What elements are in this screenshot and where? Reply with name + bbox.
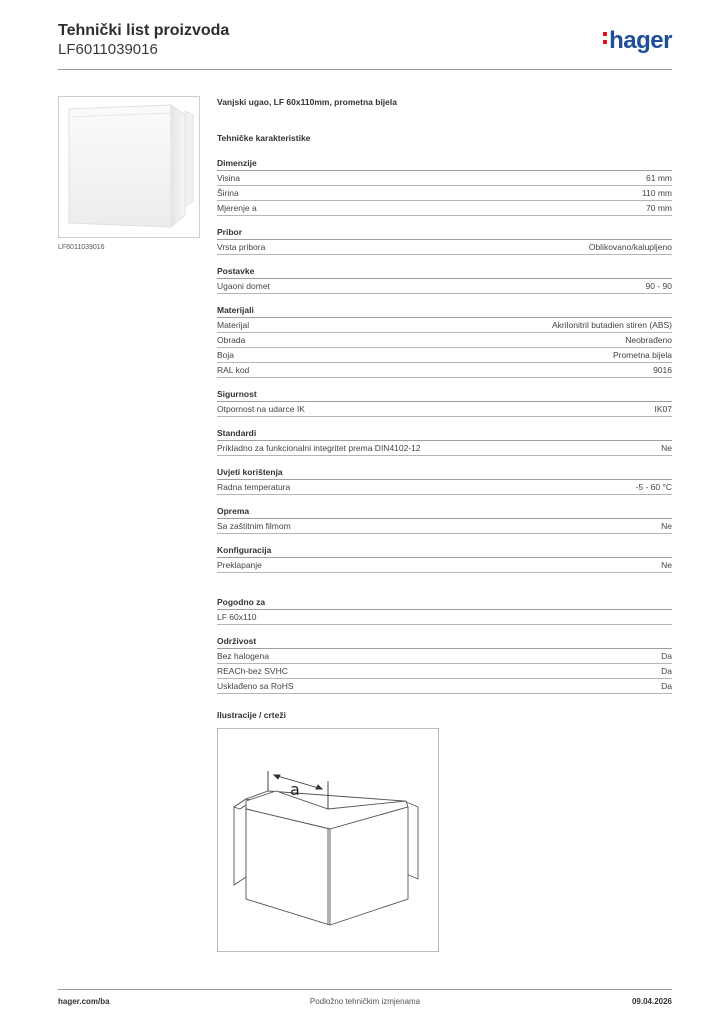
page-footer <box>58 997 672 1009</box>
spec-sections <box>217 157 672 694</box>
spec-section <box>217 505 672 534</box>
section-title: Materijali <box>217 304 672 318</box>
spec-row <box>217 279 672 294</box>
spec-label: REACh-bez SVHC <box>217 666 288 676</box>
spec-row <box>217 610 672 625</box>
spec-value: Neobrađeno <box>625 335 672 345</box>
spec-section <box>217 157 672 216</box>
spec-label: Visina <box>217 173 240 183</box>
spec-label: Bez halogena <box>217 651 269 661</box>
spec-label: Obrada <box>217 335 246 345</box>
spec-label: Materijal <box>217 320 250 330</box>
section-title: Konfiguracija <box>217 544 672 558</box>
spec-label: RAL kod <box>217 365 250 375</box>
spec-section <box>217 635 672 694</box>
spec-label: Sa zaštitnim filmom <box>217 521 291 531</box>
spec-value: Ne <box>661 443 672 453</box>
footer-divider <box>58 989 672 990</box>
spec-label: LF 60x110 <box>217 612 257 622</box>
footer-note: Podložno tehničkim izmjenama <box>309 997 421 1006</box>
hager-logo: hager <box>603 27 672 55</box>
spec-row <box>217 679 672 694</box>
spec-value: 90 - 90 <box>645 281 672 291</box>
spec-value: 61 mm <box>646 173 672 183</box>
section-title: Dimenzije <box>217 157 672 171</box>
spec-value: -5 - 60 °C <box>635 482 672 492</box>
product-photo-icon <box>59 97 199 237</box>
spec-value: Da <box>661 651 672 661</box>
spec-content <box>217 96 672 694</box>
spec-value: 70 mm <box>646 203 672 213</box>
logo-dots-icon <box>603 32 607 46</box>
spec-label: Radna temperatura <box>217 482 291 492</box>
spec-label: Ugaoni domet <box>217 281 270 291</box>
spec-value: Oblikovano/kalupljeno <box>588 242 672 252</box>
spec-value: 110 mm <box>641 188 672 198</box>
section-title: Oprema <box>217 505 672 519</box>
spec-label: Vrsta pribora <box>217 242 266 252</box>
spec-value: 9016 <box>653 365 672 375</box>
spec-section <box>217 388 672 417</box>
spec-label: Preklapanje <box>217 560 262 570</box>
section-title: Postavke <box>217 265 672 279</box>
page-header <box>58 21 672 67</box>
spec-row <box>217 240 672 255</box>
spec-row <box>217 333 672 348</box>
section-title: Pogodno za <box>217 596 672 610</box>
spec-section <box>217 265 672 294</box>
spec-value: IK07 <box>654 404 672 414</box>
spec-value: Prometna bijela <box>612 350 672 360</box>
spec-section <box>217 226 672 255</box>
section-title: Pribor <box>217 226 672 240</box>
section-title: Standardi <box>217 427 672 441</box>
spec-label: Boja <box>217 350 235 360</box>
spec-row <box>217 519 672 534</box>
spec-section <box>217 596 672 625</box>
section-title: Uvjeti korištenja <box>217 466 672 480</box>
spec-section <box>217 544 672 573</box>
page-title: Tehnički list proizvoda <box>58 22 230 39</box>
technical-drawing <box>217 728 439 952</box>
spec-section <box>217 304 672 378</box>
header-divider <box>58 69 672 70</box>
spec-section <box>217 466 672 495</box>
product-name: Vanjski ugao, LF 60x110mm, prometna bijela <box>217 97 397 107</box>
spec-row <box>217 201 672 216</box>
spec-label: Mjerenje a <box>217 203 257 213</box>
illustrations-title: Ilustracije / crteži <box>217 710 286 720</box>
spec-row <box>217 558 672 573</box>
section-title: Sigurnost <box>217 388 672 402</box>
tech-heading: Tehničke karakteristike <box>217 133 311 143</box>
spec-label: Otpornost na udarce IK <box>217 404 305 414</box>
product-code: LF6011039016 <box>58 41 158 58</box>
spec-label: Širina <box>217 188 239 198</box>
spec-value: Ne <box>661 560 672 570</box>
spec-row <box>217 402 672 417</box>
spec-row <box>217 664 672 679</box>
spec-label: Usklađeno sa RoHS <box>217 681 294 691</box>
spec-value: Ne <box>661 521 672 531</box>
image-caption: LF6011039016 <box>58 244 105 251</box>
spec-row <box>217 171 672 186</box>
spec-value: Da <box>661 666 672 676</box>
spec-row <box>217 186 672 201</box>
spec-section <box>217 427 672 456</box>
spec-row <box>217 318 672 333</box>
spec-row <box>217 480 672 495</box>
section-title: Održivost <box>217 635 672 649</box>
spec-row <box>217 363 672 378</box>
footer-date: 09.04.2026 <box>631 997 672 1006</box>
spec-label: Prikladno za funkcionalni integritet prema DIN4102-12 <box>217 443 421 453</box>
spec-row <box>217 441 672 456</box>
footer-website-link[interactable]: hager.com/ba <box>58 997 110 1006</box>
product-image <box>58 96 200 238</box>
spec-row <box>217 348 672 363</box>
spec-row <box>217 649 672 664</box>
spec-value: Akrilonitril butadien stiren (ABS) <box>552 320 672 330</box>
corner-drawing-icon <box>218 729 438 951</box>
dimension-a-label: a <box>290 780 300 799</box>
spec-value: Da <box>661 681 672 691</box>
